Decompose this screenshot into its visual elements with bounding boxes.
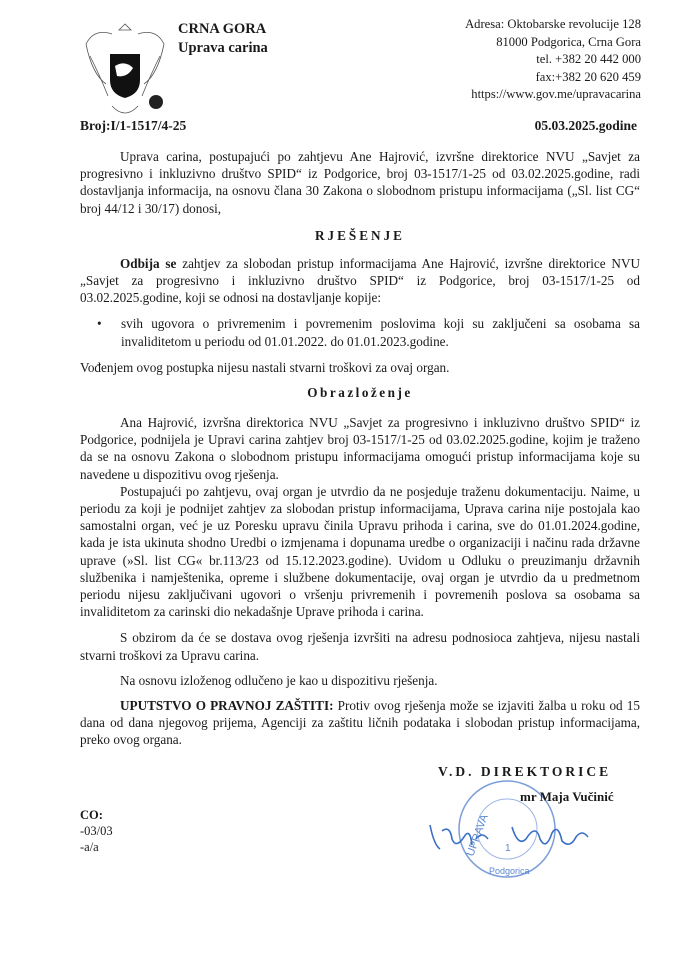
cc-line: -03/03	[80, 823, 113, 838]
fax: fax:+382 20 620 459	[535, 69, 641, 84]
cc-line: -a/a	[80, 839, 99, 854]
decision-title: RJEŠENJE	[315, 227, 405, 243]
decision-bullet-item: svih ugovora o privremenim i povremenim poslovima koji su zaključeni sa osobama sa invaliditetom u periodu od 01.01.2022. do 01.01.2023.godine.	[121, 316, 640, 349]
reasoning-paragraph-2: Postupajući po zahtjevu, ovaj organ je utvrdio da ne posjeduje traženu dokumentaciju. Naime, u periodu za koji je podnijet zahtjev za slobodan pristup informacijama, Uprava carina nije postojala kao samostalni organ, već je uz Poresku upravu činila Upravu prihoda i carina, sve do 01.01.2024.godine, kada je ista ukinuta shodno Uredbi o izmjenama i dopunama uredbe o organizaciji i načinu rada državne uprave (»Sl. list CG« br.113/23 od 15.12.2023.godine). Uvidom u Odluku o preuzimanju državnih službenika i namještenika, opreme i službene dokumentacije, ovaj organ je utvrdio da u predmetnom periodu nijesu zaključivani ugovori o vršenju privremenih i povremenih poslova sa osobama sa invaliditetom za carinski dio nekadašnje Uprave prihoda i carina.	[80, 483, 640, 620]
signatory-title: V.D. DIREKTORICE	[438, 763, 612, 779]
signatory-name: mr Maja Vučinić	[520, 788, 614, 804]
address-line: 81000 Podgorica, Crna Gora	[496, 34, 641, 49]
document-number: Broj:I/1-1517/4-25	[80, 118, 187, 133]
legal-remedy-paragraph	[80, 697, 640, 749]
bullet-icon: •	[97, 316, 102, 332]
legal-remedy-text: Protiv ovog rješenja može se izjaviti žalba u roku od 15 dana od dana njegovog prijema, Agenciji za zaštitu ličnih podataka i slobodan pristup informacijama, preko ovog organa.	[80, 698, 640, 748]
signature-section	[80, 763, 640, 883]
reasoning-title: Obrazloženje	[307, 385, 413, 401]
decision-text: zahtjev za slobodan pristup informacijama Ane Hajrović, izvršne direktorice NVU „Savjet za progresivno i inkluzivno društvo SPID“ iz Podgorice, broj 03-1517/1-25 od 03.02.2025.godine, koji se odnosi na dostavljanje kopije:	[80, 255, 640, 306]
reasoning-paragraph-3: S obzirom da će se dostava ovog rješenja izvršiti na adresu podnosioca zahtjeva, nijesu nastali stvarni troškovi za Upravu carina.	[80, 630, 640, 663]
agency-name: Uprava carina	[178, 40, 268, 56]
document-body	[80, 148, 640, 883]
svg-text:Podgorica: Podgorica	[489, 865, 530, 876]
country-name: CRNA GORA	[178, 21, 267, 37]
cc-label: CO:	[80, 807, 103, 822]
intro-paragraph: Uprava carina, postupajući po zahtjevu Ane Hajrović, izvršne direktorice NVU „Savjet za progresivno i inkluzivno društvo SPID“ iz Podgorice, broj 03-1517/1-25 od 03.02.2025.godine, radi dostavljanja informacija, na osnovu člana 30 Zakona o slobodnom pristupu informacijama („Sl. list CG“ broj 44/12 i 30/17) donosi,	[80, 149, 640, 216]
decision-lead: Odbija se	[120, 255, 177, 271]
handwritten-signature	[420, 811, 600, 861]
document-date: 05.03.2025.godine	[534, 118, 637, 133]
costs-paragraph: Vođenjem ovog postupka nijesu nastali stvarni troškovi za ovaj organ.	[80, 359, 450, 375]
phone: tel. +382 20 442 000	[536, 52, 641, 66]
svg-text:UPRAVA: UPRAVA	[464, 812, 491, 858]
decision-paragraph	[80, 255, 640, 307]
svg-text:1: 1	[505, 842, 511, 854]
reasoning-paragraph-1: Ana Hajrović, izvršna direktorica NVU „Savjet za progresivno i inkluzivno društvo SPID“ iz Podgorice, podnijela je Upravi carina zahtjev broj 03-1517/1-25 od 03.02.2025.godine, kojim je traženo da se na osnovu Zakona o slobodnom pristupu informacijama omogući pristup informacijama koje su navedene u dispozitivu ovog rješenja.	[80, 415, 640, 482]
legal-remedy-label: UPUTSTVO O PRAVNOJ ZAŠTITI:	[120, 698, 334, 714]
reasoning-paragraph-4: Na osnovu izloženog odlučeno je kao u dispozitivu rješenja.	[120, 672, 438, 688]
address-line: Adresa: Oktobarske revolucije 128	[465, 17, 641, 31]
coat-of-arms-logo	[82, 16, 168, 124]
website-link[interactable]: https://www.gov.me/upravacarina	[471, 87, 641, 101]
address-block	[465, 16, 641, 104]
